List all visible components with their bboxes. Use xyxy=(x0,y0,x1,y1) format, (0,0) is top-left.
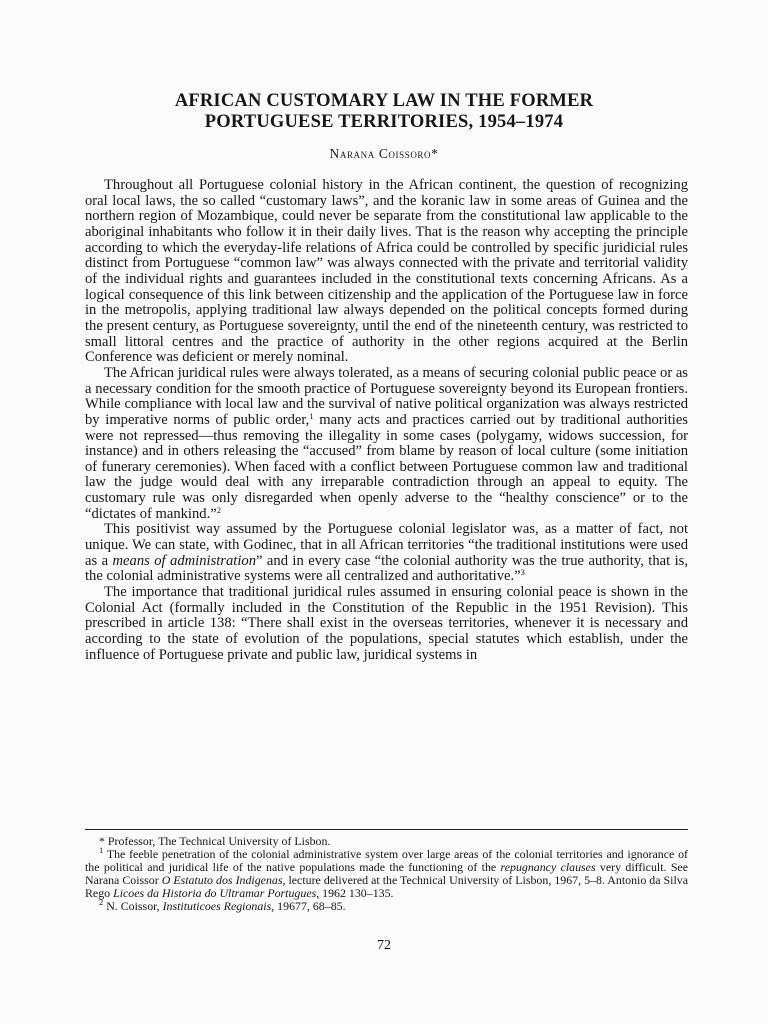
footnote-1 xyxy=(85,845,688,901)
footnote-ref-1: 1 xyxy=(309,410,314,421)
article-body xyxy=(85,178,688,663)
paragraph-3-text-b: ” and in every case “the colonial authority was the true authority, that is, the colonial administrative systems were all centralized and authoritative.” xyxy=(85,552,688,585)
footnote-1-mark: 1 xyxy=(99,845,104,856)
footnote-2-text-a: N. Coissor, xyxy=(103,899,163,914)
paragraph-2-text-b: many acts and practices carried out by traditional authorities were not repressed—thus removing the illegality in some cases (polygamy, widows succession, for instance) and in others releasing the “accused” from blame by reason of local culture (some initiation of funerary ceremonies). When faced with a conflict between Portuguese common law and traditional law the judge would deal with any irreparable contradiction through an appeal to equity. The customary rule was only disregarded when openly adverse to the “healthy conscience” or to the “dictates of mankind.” xyxy=(85,411,688,522)
footnote-2-text-b: , 19677, 68–85. xyxy=(271,899,346,914)
footnote-1-emphasis-1: repugnancy clauses xyxy=(500,860,596,875)
title-line-1: AFRICAN CUSTOMARY LAW IN THE FORMER xyxy=(174,91,594,111)
paragraph-2-text-a: The African juridical rules were always tolerated, as a means of securing colonial public peace or as a necessary condition for the smooth practice of Portuguese sovereignty beyond its European frontiers. While compliance with local law and the survival of native political organization was always restricted by imperative norms of public order, xyxy=(85,364,688,428)
paragraph-1: Throughout all Portuguese colonial history in the African continent, the question of recognizing oral local laws, the so called “customary laws”, and the koranic law in some areas of Guinea and the northern region of Mozambique, could never be separate from the constitutional law applicable to the aboriginal inhabitants who follow it in their daily lives. That is the reason why accepting the principle according to which the everyday-life relations of Africa could be controlled by specific juridicial rules distinct from Portuguese “common law” was always connected with the private and territorial validity of the individual rights and guarantees included in the constitutional texts concerning Africans. As a logical consequence of this link between citizenship and the application of the Portuguese law in force in the metropolis, applying traditional law always depended on the political concepts formed during the present century, as Portuguese sovereignty, until the end of the nineteenth century, was restricted to small littoral centres and the practice of authority in the other regions acquired at the Berlin Conference was deficient or merely nominal. xyxy=(85,177,688,366)
paragraph-3-emphasis: means of administration xyxy=(112,552,256,569)
paragraph-4: The importance that traditional juridical rules assumed in ensuring colonial peace is shown in the Colonial Act (formally included in the Constitution of the Republic in the 1951 Revision). This prescribed in article 138: “There shall exist in the overseas territories, whenever it is necessary and according to the state of evolution of the populations, special statutes which establish, under the influence of Portuguese private and public law, juridical systems in xyxy=(85,584,688,663)
footnote-divider xyxy=(85,829,688,830)
footnote-1-emphasis-2: O Estatuto dos Indigenas xyxy=(161,873,283,888)
title-line-2: PORTUGUESE TERRITORIES, 1954–1974 xyxy=(204,112,564,132)
footnote-ref-2: 2 xyxy=(216,504,221,515)
paragraph-3 xyxy=(85,522,688,585)
paragraph-2 xyxy=(85,366,688,523)
paragraph-3-text-a: This positivist way assumed by the Portuguese colonial legislator was, as a matter of fact, not unique. We can state, with Godinec, that in all African territories “the traditional institutions were used as a xyxy=(85,521,688,569)
author-footnote-mark: * xyxy=(431,146,439,161)
footnote-1-text-a: The feeble penetration of the colonial administrative system over large areas of the colonial territories and ignorance of the political and juridical life of the native populations made the functioning of the xyxy=(85,847,688,875)
author-byline xyxy=(80,146,688,162)
footnotes xyxy=(85,835,688,914)
page-number: 72 xyxy=(377,938,391,953)
footnote-1-text-c: , lecture delivered at the Technical University of Lisbon, 1967, 5–8. Antonio da Silva Rego xyxy=(85,873,688,901)
footnote-2-emphasis: Instituticoes Regionais xyxy=(162,899,272,914)
author-name: Narana Coissoro xyxy=(329,146,432,161)
footnote-2 xyxy=(85,897,688,914)
article-title xyxy=(80,91,688,133)
footnote-2-mark: 2 xyxy=(99,897,104,908)
footnote-1-text-d: , 1962 130–135. xyxy=(316,886,394,901)
footnote-ref-3: 3 xyxy=(520,567,525,578)
footnote-author: * Professor, The Technical University of Lisbon. xyxy=(99,834,331,848)
footnote-1-emphasis-3: Licoes da Historia do Ultramar Portugues xyxy=(113,886,317,901)
footnote-1-text-b: very difficult. See Narana Coissor xyxy=(85,860,688,888)
